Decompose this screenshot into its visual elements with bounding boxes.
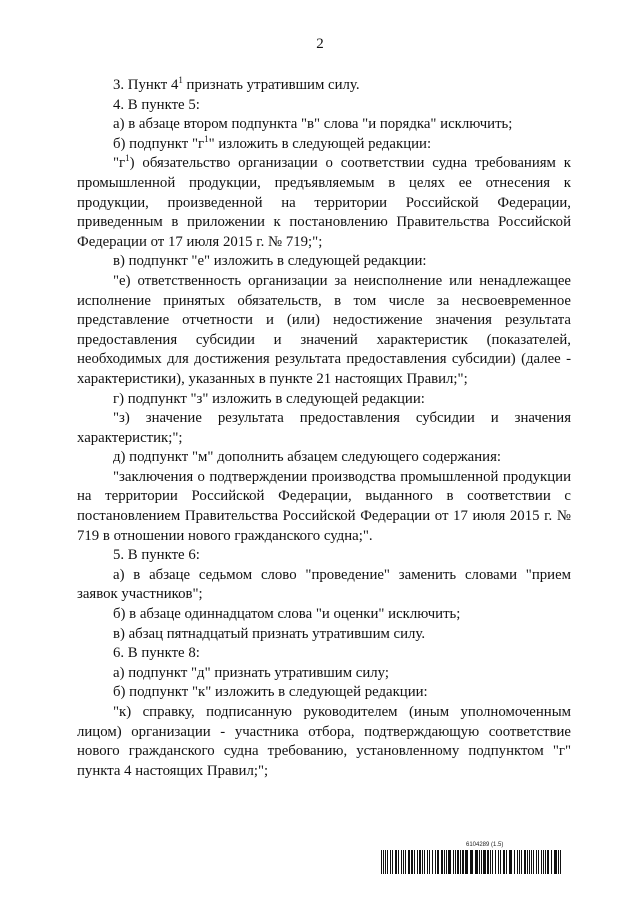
barcode-bar [462, 850, 464, 874]
barcode-bar [437, 850, 439, 874]
paragraph-sub-b: б) подпункт "$г^1$" изложить в следующей редакции: [113, 133, 432, 152]
barcode-bar [524, 850, 526, 874]
paragraph-item-6-b: б) подпункт "к" изложить в следующей редакции: [113, 684, 428, 701]
paragraph-item-5: 5. В пункте 6: [113, 547, 200, 564]
barcode-bar [427, 850, 428, 874]
barcode-bar [558, 850, 559, 874]
barcode-bar [435, 850, 436, 874]
barcode-bar [403, 850, 404, 874]
barcode-bar [514, 850, 515, 874]
barcode-bar [533, 850, 534, 874]
barcode-bar [470, 850, 473, 874]
barcode-bar [481, 850, 482, 874]
barcode-bar [490, 850, 491, 874]
document-body [77, 76, 571, 781]
barcode-bar [422, 850, 423, 874]
barcode-bar [560, 850, 561, 874]
barcode-bar [506, 850, 507, 874]
barcode-bar [405, 850, 406, 874]
barcode-bar [392, 850, 393, 874]
barcode-bar [541, 850, 542, 874]
barcode-bar [517, 850, 518, 874]
barcode-bar [527, 850, 528, 874]
barcode-bar [545, 850, 546, 874]
barcode-bar [408, 850, 410, 874]
barcode-bar [398, 850, 399, 874]
paragraph-quote-z: "з) значение результата предоставления субсидии и значения характеристик;"; [77, 410, 571, 446]
barcode-bar [381, 850, 382, 874]
barcode-bar [529, 850, 530, 874]
page-number: 2 [316, 36, 324, 52]
barcode-bar [487, 850, 489, 874]
barcode-bar [509, 850, 512, 874]
paragraph-sub-v: в) подпункт "е" изложить в следующей редакции: [113, 253, 427, 270]
barcode-bar [483, 850, 486, 874]
barcode-icon [381, 850, 561, 874]
barcode-bar [554, 850, 557, 874]
barcode-bar [475, 850, 478, 874]
paragraph-quote-g1: "$г^1$) обязательство организации о соответствии судна требованиям к промышленной продукции, предъявляемым в целях ее отнесения к продукции, произведенной на территории Российской Федерации, приведенным в приложении к постановлению Правительства Российской Федерации от 17 июля 2015 г. № 719;"; [77, 153, 571, 250]
barcode-bar [401, 850, 402, 874]
paragraph-sub-g: г) подпункт "з" изложить в следующей редакции: [113, 390, 425, 407]
barcode-bar [446, 850, 447, 874]
paragraph-quote-conclusion: "заключения о подтверждении производства промышленной продукции на территории Российской Федерации, выданного в соответствии с постановлением Правительства Российской Федерации от 17 июля 2015 г. № 719 в отношении нового гражданского судна;". [77, 468, 571, 544]
barcode-bar [492, 850, 493, 874]
barcode-bar [479, 850, 480, 874]
paragraph-sub-d: д) подпункт "м" дополнить абзацем следующего содержания: [113, 449, 501, 466]
barcode-bar [411, 850, 413, 874]
barcode-bar [383, 850, 384, 874]
document-code: 6104289 (1.5) [466, 842, 504, 848]
paragraph-item-5-v: в) абзац пятнадцатый признать утратившим силу. [113, 625, 426, 642]
paragraph-item-6: 6. В пункте 8: [113, 645, 200, 662]
barcode-bar [457, 850, 459, 874]
barcode-bar [395, 850, 397, 874]
paragraph-item-3: 3. Пункт $4^1$ признать утратившим силу. [113, 75, 360, 93]
barcode-bar [414, 850, 415, 874]
barcode-bar [417, 850, 418, 874]
paragraph-quote-e: "е) ответственность организации за неисполнение или ненадлежащее исполнение принятых обязательств, в том числе за несвоевременное представление отчетности и (или) недостижение значения результата предоставления субсидии и значений характеристик (показателей, необходимых для достижения результата предоставления субсидии) (далее - характеристики), указанных в пункте 21 настоящих Правил;"; [77, 272, 571, 387]
barcode-bar [441, 850, 443, 874]
barcode-bar [536, 850, 537, 874]
barcode-bar [551, 850, 552, 874]
barcode-bar [453, 850, 454, 874]
barcode-bar [521, 850, 522, 874]
barcode-bar [500, 850, 501, 874]
paragraph-item-5-b: б) в абзаце одиннадцатом слова "и оценки" исключить; [113, 606, 461, 623]
paragraph-item-6-a: а) подпункт "д" признать утратившим силу; [113, 664, 389, 681]
barcode-bar [444, 850, 445, 874]
barcode-bar [424, 850, 425, 874]
barcode-bar [429, 850, 430, 874]
barcode-bar [448, 850, 451, 874]
paragraph-quote-k: "к) справку, подписанную руководителем (иным уполномоченным лицом) организации - участника отбора, подтверждающую соответствие нового гражданского судна требованию, установленному подпунктом "г" пункта 4 настоящих Правил;"; [77, 704, 571, 779]
barcode-bar [465, 850, 468, 874]
barcode-bar [543, 850, 544, 874]
paragraph-item-4: 4. В пункте 5: [113, 96, 200, 113]
paragraph-item-5-a: а) в абзаце седьмом слово "проведение" заменить словами "прием заявок участников"; [77, 566, 571, 603]
barcode-bar [531, 850, 532, 874]
barcode-bar [503, 850, 505, 874]
barcode-bar [538, 850, 539, 874]
barcode-bar [460, 850, 461, 874]
barcode-bar [390, 850, 391, 874]
barcode-bar [385, 850, 386, 874]
barcode-bar [495, 850, 496, 874]
barcode-bar [547, 850, 549, 874]
barcode-bar [432, 850, 433, 874]
paragraph-sub-a: а) в абзаце втором подпункта "в" слова "и порядка" исключить; [113, 116, 513, 133]
barcode-bar [498, 850, 499, 874]
barcode-bar [419, 850, 421, 874]
barcode-bar [387, 850, 388, 874]
barcode-bar [519, 850, 520, 874]
barcode-bar [455, 850, 456, 874]
